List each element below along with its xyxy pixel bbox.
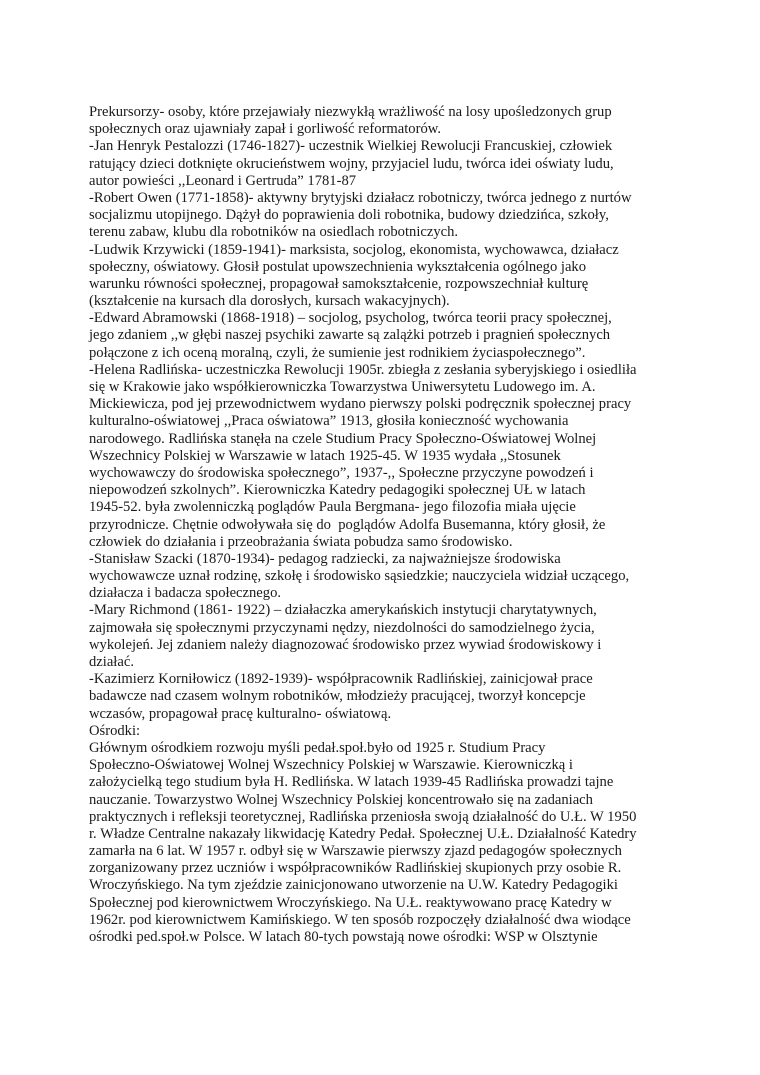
text-line: niepowodzeń szkolnych”. Kierowniczka Katedry pedagogiki społecznej UŁ w latach [89,482,586,499]
text-line: zajmowała się społecznymi przyczynami nędzy, niezdolności do samodzielnego życia, [89,619,595,636]
text-line: Społecznej pod kierownictwem Wroczyńskiego. Na U.Ł. reaktywowano pracę Katedry w [89,894,612,911]
text-line: Prekursorzy- osoby, które przejawiały niezwykłą wrażliwość na losy upośledzonych grup [89,104,612,120]
text-line: (kształcenie na kursach dla dorosłych, kursach wakacyjnych). [89,293,450,310]
text-line: Wroczyńskiego. Na tym zjeździe zainicjonowano utworzenie na U.W. Katedry Pedagogiki [89,877,618,894]
text-line: Ośrodki: [89,722,141,739]
document-page [89,104,679,946]
text-line: przyrodnicze. Chętnie odwoływała się do poglądów Adolfa Busemanna, który głosił, że [89,516,606,533]
text-line: praktycznych i refleksji teoretycznej, Radlińska przeniosła swoją działalność do U.Ł. W 1950 [89,808,637,825]
text-line: nauczanie. Towarzystwo Wolnej Wszechnicy Polskiej koncentrowało się na zadaniach [89,791,593,808]
text-line: socjalizmu utopijnego. Dążył do poprawienia doli robotnika, budowy dziedzińca, szkoły, [89,207,609,224]
text-line: narodowego. Radlińska stanęła na czele Studium Pracy Społeczno-Oświatowej Wolnej [89,430,597,447]
text-line: Społeczno-Oświatowej Wolnej Wszechnicy Polskiej w Warszawie. Kierowniczką i [89,757,573,774]
text-line: połączone z ich oceną moralną, czyli, że sumienie jest rodnikiem życiaspołecznego”. [89,344,586,361]
text-line: -Helena Radlińska- uczestniczka Rewolucji 1905r. zbiegła z zesłania syberyjskiego i osiedliła [89,361,637,378]
text-line: 1945-52. była zwolenniczką poglądów Paula Bergmana- jego filozofia miała ujęcie [89,499,576,516]
text-line: badawcze nad czasem wolnym robotników, młodzieży pracującej, tworzył koncepcje [89,688,586,705]
text-line: -Stanisław Szacki (1870-1934)- pedagog radziecki, za najważniejsze środowiska [89,550,561,567]
text-line: 1962r. pod kierownictwem Kamińskiego. W ten sposób rozpoczęły działalność dwa wiodące [89,911,631,928]
text-line: r. Władze Centralne nakazały likwidację Katedry Pedał. Społecznej U.Ł. Działalność Katedry [89,825,637,842]
text-line: założycielką tego studium była H. Redlińska. W latach 1939-45 Radlińska prowadzi tajne [89,774,614,791]
text-line: -Mary Richmond (1861- 1922) – działaczka amerykańskich instytucji charytatywnych, [89,602,597,619]
text-line: działacza i badacza społecznego. [89,585,282,602]
text-line: człowiek do działania i przeobrażania świata pobudza samo środowisko. [89,533,513,550]
text-line: społeczny, oświatowy. Głosił postulat upowszechnienia wykształcenia ogólnego jako [89,258,587,275]
text-line: -Kazimierz Korniłowicz (1892-1939)- współpracownik Radlińskiej, zainicjował prace [89,671,593,688]
text-line: działać. [89,654,134,670]
text-line: kulturalno-oświatowej ,,Praca oświatowa” 1913, głosiła konieczność wychowania [89,413,569,430]
text-line: ratujący dzieci dotknięte okrucieństwem wojny, przyjaciel ludu, twórca idei oświaty ludu, [89,155,614,172]
text-line: wykolejeń. Jej zdaniem należy diagnozować środowisko przez wywiad środowiskowy i [89,636,602,653]
text-line: -Robert Owen (1771-1858)- aktywny brytyjski działacz robotniczy, twórca jednego z nurtów [89,189,632,206]
text-line: się w Krakowie jako współkierowniczka Towarzystwa Uniwersytetu Ludowego im. A. [89,379,596,395]
text-line: terenu zabaw, klubu dla robotników na osiedlach robotniczych. [89,224,459,241]
text-line: -Jan Henryk Pestalozzi (1746-1827)- uczestnik Wielkiej Rewolucji Francuskiej, człowiek [89,138,613,155]
text-line: jego zdaniem ,,w głębi naszej psychiki zawarte są zalążki potrzeb i pragnień społecznych [89,327,611,344]
text-line: Wszechnicy Polskiej w Warszawie w latach 1925-45. W 1935 wydała ,,Stosunek [89,447,561,464]
text-line: wychowawczy do środowiska społecznego”, 1937-,, Społeczne przyczyne powodzeń i [89,464,594,481]
text-line: Głównym ośrodkiem rozwoju myśli pedał.społ.było od 1925 r. Studium Pracy [89,739,546,756]
text-line: społecznych oraz ujawniały zapał i gorliwość reformatorów. [89,121,442,138]
text-line: zamarła na 6 lat. W 1957 r. odbył się w Warszawie pierwszy zjazd pedagogów społecznych [89,843,622,860]
text-line: zorganizowany przez uczniów i współpracowników Radlińskiej skupionych przy osobie R. [89,860,622,877]
text-line: ośrodki ped.społ.w Polsce. W latach 80-tych powstają nowe ośrodki: WSP w Olsztynie [89,929,598,945]
text-line: -Ludwik Krzywicki (1859-1941)- marksista, socjolog, ekonomista, wychowawca, działacz [89,241,619,258]
text-line: autor powieści ,,Leonard i Gertruda” 1781-87 [89,172,357,189]
text-line: warunku równości społecznej, propagował samokształcenie, rozpowszechniał kulturę [89,275,589,292]
text-line: Mickiewicza, pod jej przewodnictwem wydano pierwszy polski podręcznik społecznej pracy [89,396,632,413]
text-line: -Edward Abramowski (1868-1918) – socjolog, psycholog, twórca teorii pracy społecznej, [89,310,612,327]
text-line: wczasów, propagował pracę kulturalno- oświatową. [89,705,392,722]
text-line: wychowawcze uznał rodzinę, szkołę i środowisko sąsiedzkie; nauczyciela widział uczącego, [89,568,630,585]
